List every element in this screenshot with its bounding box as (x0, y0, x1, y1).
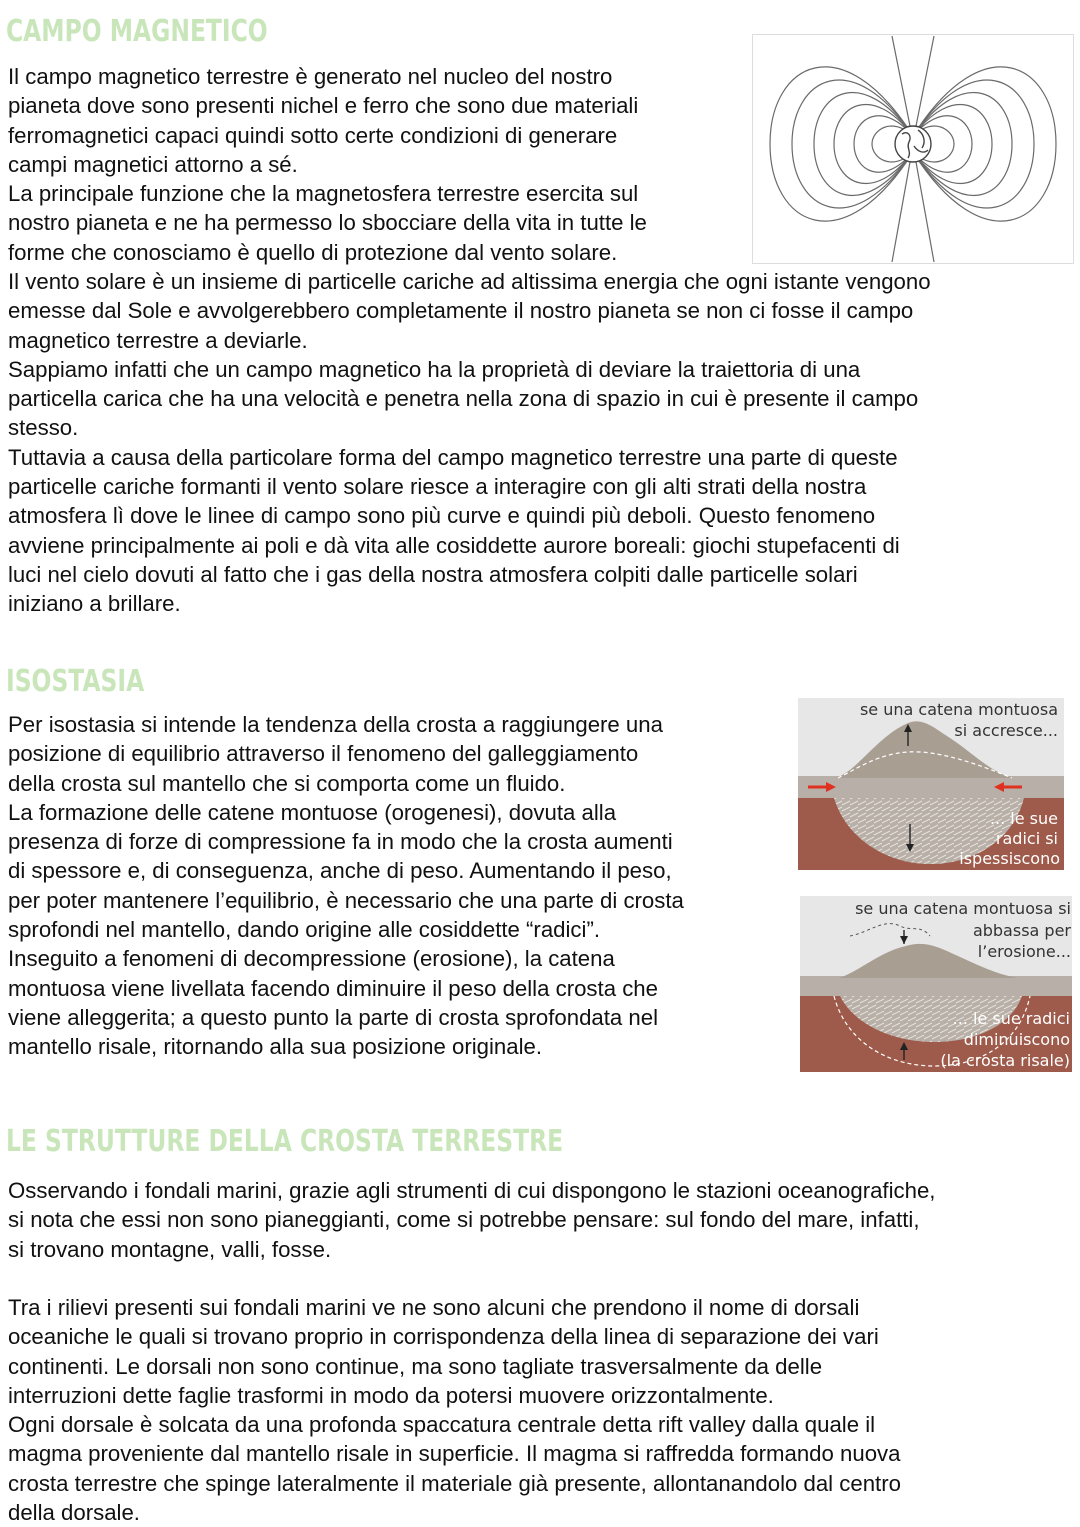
section-title-isostasia: ISOSTASIA (6, 664, 145, 699)
section-title-strutture-crosta: LE STRUTTURE DELLA CROSTA TERRESTRE (6, 1124, 564, 1159)
campo-magnetico-text-full: Il vento solare è un insieme di particelle cariche ad altissima energia che ogni istante vengono emesse dal Sole e avvolgerebbero completamente il nostro pianeta se non ci fosse il campo magnetico terrestre a deviarle. Sappiamo infatti che un campo magnetico ha la proprietà di deviare la traiettoria di una particella carica che ha una velocità e penetra nella zona di spazio in cui è presente il campo stesso. Tuttavia a causa della particolare forma del campo magnetico terrestre una parte di queste particelle cariche formanti il vento solare riesce a interagire con gli alti strati della nostra atmosfera lì dove le linee di campo sono più curve e quindi più deboli. Questo fenomeno avviene principalmente ai poli e dà vita alle cosiddette aurore boreali: giochi stupefacenti di luci nel cielo dovuti al fatto che i gas della nostra atmosfera colpiti dalle particelle solari iniziano a brillare. (8, 269, 931, 617)
fig2-top-line2: abbassa per (972, 921, 1071, 940)
fig1-bottom-line3: ispessiscono (959, 849, 1060, 868)
fig1-bottom-line2: radici si (995, 829, 1058, 848)
fig1-bottom-line1: ... le sue (989, 809, 1058, 828)
magnetic-field-figure (752, 34, 1074, 264)
fig2-bottom-line1: ... le sue radici (952, 1009, 1070, 1028)
isostasia-text: Per isostasia si intende la tendenza della crosta a raggiungere una posizione di equilibrio attraverso il fenomeno del galleggiamento della crosta sul mantello che si comporta come un fluido. La formazione delle catene montuose (orogenesi), dovuta alla presenza di forze di compressione fa in modo che la crosta aumenti di spessore e, di conseguenza, anche di peso. Aumentando il peso, per poter mantenere l’equilibrio, è necessario che una parte di crosta sprofondi nel mantello, dando origine alle cosiddette “radici”. Inseguito a fenomeni di decompressione (erosione), la catena montuosa viene livellata facendo diminuire il peso della crosta che viene alleggerita; a questo punto la parte di crosta sprofondata nel mantello risale, ritornando alla sua posizione originale. (8, 712, 684, 1060)
campo-magnetico-text-wrapped: Il campo magnetico terrestre è generato nel nucleo del nostro pianeta dove sono presenti nichel e ferro che sono due materiali ferromagnetici capaci quindi sotto certe condizioni di generare campi magnetici attorno a sé. La principale funzione che la magnetosfera terrestre esercita sul nostro pianeta e ne ha permesso lo sbocciare della vita in tutte le forme che conosciamo è quello di protezione dal vento solare. (8, 64, 647, 265)
strutture-text-1: Osservando i fondali marini, grazie agli strumenti di cui dispongono le stazioni oceanografiche, si nota che essi non sono pianeggianti, come si potrebbe pensare: sul fondo del mare, infatti, si trovano montagne, valli, fosse. (8, 1178, 936, 1262)
earth-globe-icon (895, 126, 931, 162)
fig1-top-line1: se una catena montuosa (859, 700, 1058, 719)
fig2-top-line1: se una catena montuosa si (855, 899, 1071, 918)
fig2-bottom-line3: (la crosta risale) (940, 1051, 1070, 1070)
section-title-campo-magnetico: CAMPO MAGNETICO (6, 14, 268, 49)
fig1-top-line2: si accresce... (954, 721, 1058, 740)
fig2-bottom-line2: diminuiscono (963, 1030, 1070, 1049)
strutture-text-2: Tra i rilievi presenti sui fondali marini ve ne sono alcuni che prendono il nome di dorsali oceaniche le quali si trovano proprio in corrispondenza della linea di separazione dei vari continenti. Le dorsali non sono continue, ma sono tagliate trasversalmente da delle interruzioni dette faglie trasformi in modo da potersi muovere orizzontalmente. Ogni dorsale è solcata da una profonda spaccatura centrale detta rift valley dalla quale il magma proveniente dal mantello risale in superficie. Il magma si raffredda formando nuova crosta terrestre che spinge lateralmente il materiale già presente, allontanandolo dal centro della dorsale. (8, 1295, 901, 1526)
fig2-top-line3: l’erosione... (977, 942, 1071, 961)
isostasy-figure-erosione (800, 896, 1072, 1072)
magnetic-field-lines-illustration (752, 34, 1074, 264)
isostasy-figure-accrescimento (798, 698, 1064, 870)
